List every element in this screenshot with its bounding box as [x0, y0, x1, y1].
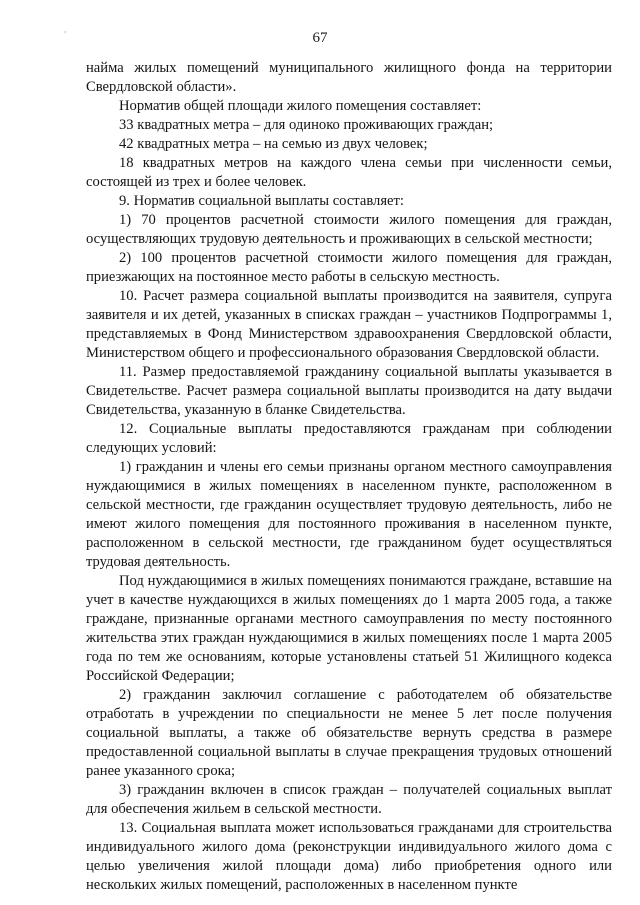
document-body [86, 59, 612, 895]
paragraph: Под нуждающимися в жилых помещениях понимаются граждане, вставшие на учет в качестве нуждающихся в жилых помещениях до 1 марта 2005 года, а также граждане, признанные органами местного самоуправления по месту постоянного жительства этих граждан нуждающимися в жилых помещениях после 1 марта 2005 года по тем же основаниям, которые установлены статьей 51 Жилищного кодекса Российской Федерации; [86, 573, 612, 684]
paragraph: 10. Расчет размера социальной выплаты производится на заявителя, супруга заявителя и их детей, указанных в списках граждан – участников Подпрограммы 1, представляемых в Фонд Министерством здравоохранения Свердловской области, Министерством общего и профессионального образования Свердловской области. [86, 288, 612, 361]
paragraph: 3) гражданин включен в список граждан – получателей социальных выплат для обеспечения жильем в сельской местности. [86, 782, 612, 817]
paragraph: 33 квадратных метра – для одиноко проживающих граждан; [119, 117, 494, 133]
paragraph: 2) 100 процентов расчетной стоимости жилого помещения для граждан, приезжающих на постоянное место работы в сельскую местность. [86, 250, 612, 285]
paragraph: 12. Социальные выплаты предоставляются гражданам при соблюдении следующих условий: [86, 421, 612, 456]
margin-mark: ' [64, 30, 67, 39]
page-number: 67 [312, 30, 328, 46]
paragraph: 42 квадратных метра – на семью из двух человек; [119, 136, 428, 152]
paragraph: 13. Социальная выплата может использоваться гражданами для строительства индивидуального жилого дома (реконструкции индивидуального жилого дома с целью увеличения жилой площади дома) либо приобретения одного или нескольких жилых помещений, расположенных в населенном пункте [86, 820, 612, 893]
paragraph: 18 квадратных метров на каждого члена семьи при численности семьи, состоящей из трех и более человек. [86, 155, 612, 190]
paragraph: 1) гражданин и члены его семьи признаны органом местного самоуправления нуждающимися в жилых помещениях в населенном пункте, расположенном в сельской местности, где гражданин осуществляет трудовую деятельность, либо не имеют жилого помещения для постоянного проживания в населенном пункте, расположенном в сельской местности, где гражданином будет осуществляться трудовая деятельность. [86, 459, 612, 570]
paragraph: 1) 70 процентов расчетной стоимости жилого помещения для граждан, осуществляющих трудовую деятельность и проживающих в сельской местности; [86, 212, 612, 247]
paragraph: 11. Размер предоставляемой гражданину социальной выплаты указывается в Свидетельстве. Расчет размера социальной выплаты производится на дату выдачи Свидетельства, указанную в бланке Свидетельства. [86, 364, 612, 418]
paragraph: 2) гражданин заключил соглашение с работодателем об обязательстве отработать в учреждении по специальности не менее 5 лет после получения социальной выплаты, а также об обязательстве вернуть средства в размере предоставленной социальной выплаты в случае прекращения трудовых отношений ранее указанного срока; [86, 687, 612, 779]
paragraph: 9. Норматив социальной выплаты составляет: [119, 193, 404, 209]
paragraph: найма жилых помещений муниципального жилищного фонда на территории Свердловской области». [86, 60, 612, 95]
paragraph: Норматив общей площади жилого помещения составляет: [119, 98, 482, 114]
